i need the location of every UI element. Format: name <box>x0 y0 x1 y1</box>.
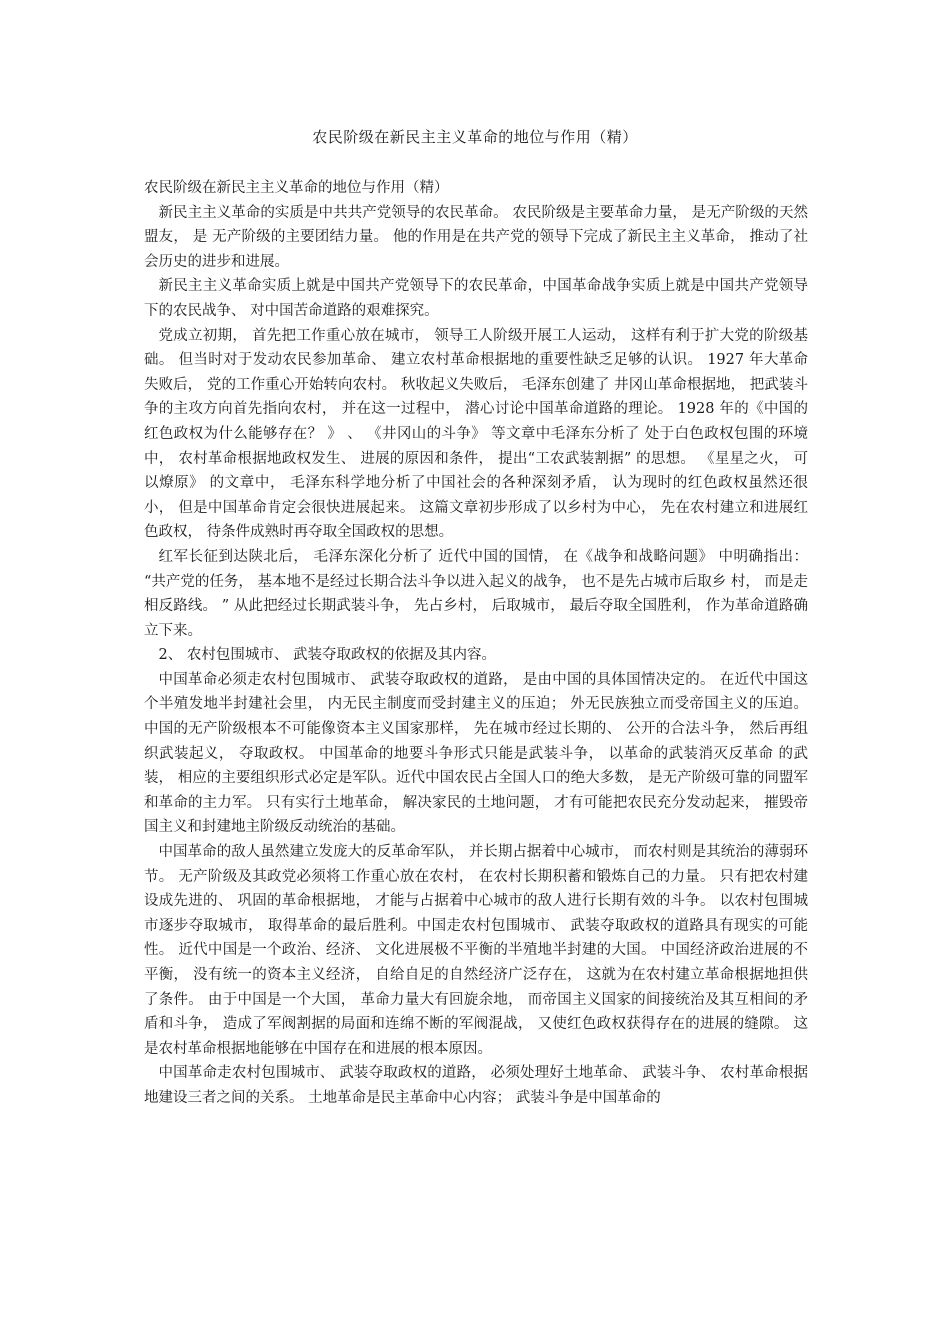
paragraph: 红军长征到达陕北后， 毛泽东深化分析了 近代中国的国情， 在《战争和战略问题》 中明确指出： “共产党的任务， 基本地不是经过长期合法斗争以进入起义的战争， 也不是先占城市后取乡 村， 而是走相反路线。 ” 从此把经过长期武装斗争， 先占乡村， 后取城市， 最后夺取全国胜利， 作为革命道路确立下来。 <box>144 548 808 639</box>
section-heading: 2、 农村包围城市、 武装夺取政权的依据及其内容。 <box>158 647 496 664</box>
paragraph: 新民主主义革命实质上就是中国共产党领导下的农民革命，中国革命战争实质上就是中国共产党领导下的农民战争、 对中国苦命道路的艰难探究。 <box>144 278 808 319</box>
document-subtitle: 农民阶级在新民主主义革命的地位与作用（精） <box>144 180 449 196</box>
document-title: 农民阶级在新民主主义革命的地位与作用（精） <box>312 128 638 146</box>
paragraph: 中国革命走农村包围城市、 武装夺取政权的道路， 必须处理好土地革命、 武装斗争、 农村革命根据地建设三者之间的关系。 土地革命是民主革命中心内容； 武装斗争是中国革命的 <box>144 1065 808 1106</box>
document-body <box>144 176 808 1111</box>
paragraph: 中国革命必须走农村包围城市、 武装夺取政权的道路， 是由中国的具体国情决定的。 在近代中国这个半殖发地半封建社会里， 内无民主制度而受封建主义的压迫； 外无民族独立而受帝国主义的压迫。 中国的无产阶级根本不可能像资本主义国家那样， 先在城市经过长期的、 公开的合法斗争， 然后再组织武装起义， 夺取政权。 中国革命的地要斗争形式只能是武装斗争， 以革命的武装消灭反革命 的武装， 相应的主要组织形式必定是军队。近代中国农民占全国人口的绝大多数， 是无产阶级可靠的同盟军和革命的主力军。 只有实行土地革命， 解决家民的土地问题， 才有可能把农民充分发动起来， 摧毁帝国主义和封建地主阶级反动统治的基础。 <box>144 671 808 836</box>
paragraph: 中国革命的敌人虽然建立发庞大的反革命军队， 并长期占据着中心城市， 而农村则是其统治的薄弱环节。 无产阶级及其政党必须将工作重心放在农村， 在农村长期积蓄和锻炼自己的力量。 只有把农村建设成先进的、 巩固的革命根据地， 才能与占据着中心城市的敌人进行长期有效的斗争。 以农村包围城市逐步夺取城市， 取得革命的最后胜利。中国走农村包围城市、 武装夺取政权的道路具有现实的可能性。 近代中国是一个政治、经济、 文化进展极不平衡的半殖地半封建的大国。 中国经济政治进展的不平衡， 没有统一的资本主义经济， 自给自足的自然经济广泛存在， 这就为在农村建立革命根据地担供了条件。 由于中国是一个大国， 革命力量大有回旋余地， 而帝国主义国家的间接统治及其互相间的矛盾和斗争， 造成了军阀割据的局面和连绵不断的军阀混战， 又使红色政权获得存在的进展的缝隙。 这是农村革命根据地能够在中国存在和进展的根本原因。 <box>144 844 808 1057</box>
paragraph: 新民主主义革命的实质是中共共产党领导的农民革命。 农民阶级是主要革命力量， 是无产阶级的天然盟友， 是 无产阶级的主要团结力量。 他的作用是在共产党的领导下完成了新民主主义革命， 推动了社会历史的进步和进展。 <box>144 204 808 270</box>
paragraph: 党成立初期， 首先把工作重心放在城市， 领导工人阶级开展工人运动， 这样有利于扩大党的阶级基础。 但当时对于发动农民参加革命、 建立农村革命根据地的重要性缺乏足够的认识。 1927 年大革命失败后， 党的工作重心开始转向农村。 秋收起义失败后， 毛泽东创建了 井冈山革命根据地， 把武装斗争的主攻方向首先指向农村， 并在这一过程中， 潜心讨论中国革命道路的理论。 1928 年的《中国的红色政权为什么能够存在？ 》 、 《井冈山的斗争》 等文章中毛泽东分析了 处于白色政权包围的环境中， 农村革命根据地政权发生、 进展的原因和条件， 提出“工农武装割据” 的思想。 《星星之火， 可以燎原》 的文章中， 毛泽东科学地分析了中国社会的各种深刻矛盾， 认为现时的红色政权虽然还很小， 但是中国革命肯定会很快进展起来。 这篇文章初步形成了以乡村为中心， 先在农村建立和进展红色政权， 待条件成熟时再夺取全国政权的思想。 <box>144 327 808 541</box>
